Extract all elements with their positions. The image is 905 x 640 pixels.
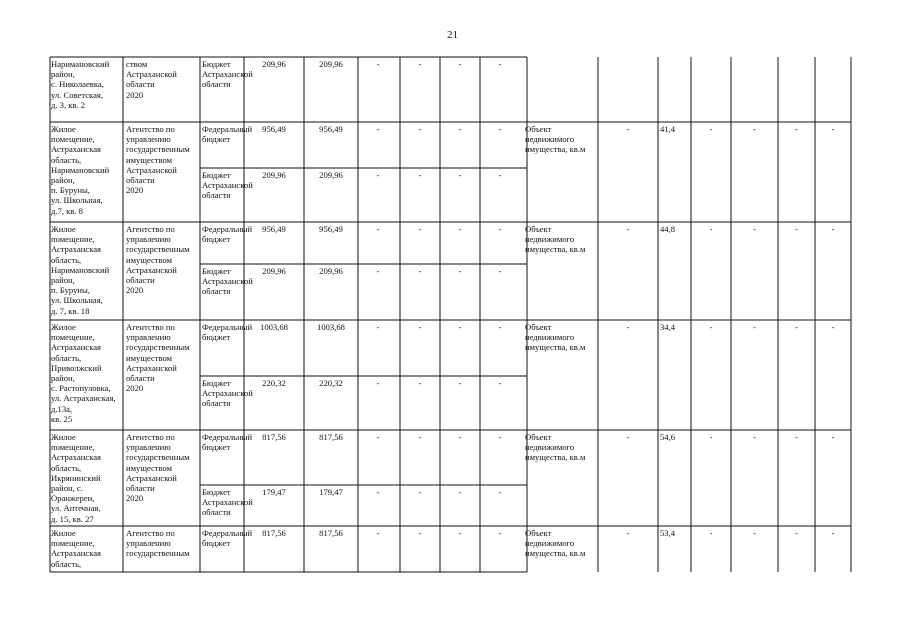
budget-amount: 209,96 — [262, 266, 286, 276]
budget-amount: 817,56 — [319, 432, 343, 442]
empty-value-dash: - — [498, 528, 502, 538]
empty-value-dash: - — [458, 266, 462, 276]
object-address: Жилое помещение, Астраханская область, Икрянинский район, с. Оранжереи, ул. Аптечная, д. 15, кв. 27 — [51, 432, 102, 524]
empty-value-dash: - — [418, 170, 422, 180]
budget-amount: 817,56 — [262, 528, 286, 538]
budget-amount: 817,56 — [262, 432, 286, 442]
empty-value-dash: - — [376, 432, 380, 442]
budget-amount: 209,96 — [319, 266, 343, 276]
budget-source: Бюджет Астраханской области — [202, 59, 253, 90]
empty-value-dash: - — [831, 322, 835, 332]
budget-amount: 1003,68 — [317, 322, 345, 332]
budget-amount: 209,96 — [262, 59, 286, 69]
empty-value-dash: - — [498, 266, 502, 276]
responsible-agency: Агентство по управлению государственным — [126, 528, 190, 559]
empty-value-dash: - — [831, 528, 835, 538]
budget-source: Бюджет Астраханской области — [202, 378, 253, 409]
empty-value-dash: - — [709, 322, 713, 332]
empty-value-dash: - — [376, 528, 380, 538]
budget-source: Бюджет Астраханской области — [202, 487, 253, 518]
empty-value-dash: - — [376, 59, 380, 69]
budget-amount: 179,47 — [262, 487, 286, 497]
empty-value-dash: - — [418, 322, 422, 332]
empty-value-dash: - — [418, 432, 422, 442]
empty-value-dash: - — [418, 124, 422, 134]
empty-value-dash: - — [626, 432, 630, 442]
empty-value-dash: - — [376, 322, 380, 332]
object-address: Жилое помещение, Астраханская область, Приволжский район, с. Растопуловка, ул. Астраханская, д.13а, кв. 25 — [51, 322, 116, 424]
empty-value-dash: - — [418, 59, 422, 69]
empty-value-dash: - — [376, 266, 380, 276]
budget-source: Федеральный бюджет — [202, 124, 253, 145]
budget-amount: 209,96 — [262, 170, 286, 180]
empty-value-dash: - — [498, 378, 502, 388]
empty-value-dash: - — [831, 124, 835, 134]
empty-value-dash: - — [795, 224, 798, 234]
indicator-name: Объект недвижимого имущества, кв.м — [525, 432, 586, 463]
indicator-value: 54,6 — [660, 432, 676, 442]
empty-value-dash: - — [753, 528, 756, 538]
page-number: 21 — [447, 29, 458, 41]
budget-amount: 956,49 — [319, 124, 343, 134]
empty-value-dash: - — [709, 224, 713, 234]
budget-amount: 956,49 — [262, 224, 286, 234]
budget-amount: 1003,68 — [260, 322, 288, 332]
empty-value-dash: - — [458, 322, 462, 332]
empty-value-dash: - — [418, 528, 422, 538]
empty-value-dash: - — [498, 59, 502, 69]
budget-source: Бюджет Астраханской области — [202, 170, 253, 201]
budget-amount: 956,49 — [262, 124, 286, 134]
empty-value-dash: - — [626, 224, 630, 234]
indicator-name: Объект недвижимого имущества, кв.м — [525, 322, 586, 353]
budget-source: Федеральный бюджет — [202, 224, 253, 245]
empty-value-dash: - — [458, 378, 462, 388]
budget-source: Федеральный бюджет — [202, 432, 253, 453]
empty-value-dash: - — [498, 487, 502, 497]
object-address: Наримановский район, с. Николаевка, ул. Советская, д. 3, кв. 2 — [51, 59, 110, 110]
empty-value-dash: - — [458, 528, 462, 538]
indicator-name: Объект недвижимого имущества, кв.м — [525, 224, 586, 255]
budget-source: Федеральный бюджет — [202, 528, 253, 549]
indicator-value: 41,4 — [660, 124, 676, 134]
indicator-name: Объект недвижимого имущества, кв.м — [525, 124, 586, 155]
indicator-value: 34,4 — [660, 322, 676, 332]
empty-value-dash: - — [498, 432, 502, 442]
empty-value-dash: - — [376, 487, 380, 497]
indicator-value: 53,4 — [660, 528, 676, 538]
empty-value-dash: - — [626, 322, 630, 332]
empty-value-dash: - — [709, 528, 713, 538]
empty-value-dash: - — [626, 124, 630, 134]
responsible-agency: ством Астраханской области 2020 — [126, 59, 177, 100]
budget-amount: 817,56 — [319, 528, 343, 538]
empty-value-dash: - — [458, 124, 462, 134]
responsible-agency: Агентство по управлению государственным имуществом Астраханской области 2020 — [126, 124, 190, 196]
budget-amount: 220,32 — [262, 378, 286, 388]
empty-value-dash: - — [753, 322, 756, 332]
budget-amount: 209,96 — [319, 59, 343, 69]
indicator-name: Объект недвижимого имущества, кв.м — [525, 528, 586, 559]
empty-value-dash: - — [753, 124, 756, 134]
budget-source: Бюджет Астраханской области — [202, 266, 253, 297]
budget-amount: 220,32 — [319, 378, 343, 388]
empty-value-dash: - — [458, 59, 462, 69]
responsible-agency: Агентство по управлению государственным имуществом Астраханской области 2020 — [126, 432, 190, 504]
empty-value-dash: - — [498, 170, 502, 180]
empty-value-dash: - — [709, 124, 713, 134]
empty-value-dash: - — [753, 432, 756, 442]
empty-value-dash: - — [831, 224, 835, 234]
empty-value-dash: - — [753, 224, 756, 234]
object-address: Жилое помещение, Астраханская область, Наримановский район, п. Буруны, ул. Школьная, д. 7, кв. 18 — [51, 224, 110, 316]
empty-value-dash: - — [458, 432, 462, 442]
budget-amount: 956,49 — [319, 224, 343, 234]
empty-value-dash: - — [498, 124, 502, 134]
empty-value-dash: - — [376, 170, 380, 180]
empty-value-dash: - — [709, 432, 713, 442]
empty-value-dash: - — [376, 124, 380, 134]
empty-value-dash: - — [795, 124, 798, 134]
empty-value-dash: - — [458, 224, 462, 234]
budget-source: Федеральный бюджет — [202, 322, 253, 343]
empty-value-dash: - — [458, 170, 462, 180]
empty-value-dash: - — [458, 487, 462, 497]
empty-value-dash: - — [418, 378, 422, 388]
empty-value-dash: - — [498, 224, 502, 234]
responsible-agency: Агентство по управлению государственным имуществом Астраханской области 2020 — [126, 224, 190, 296]
object-address: Жилое помещение, Астраханская область, — [51, 528, 102, 569]
empty-value-dash: - — [795, 322, 798, 332]
empty-value-dash: - — [498, 322, 502, 332]
empty-value-dash: - — [418, 487, 422, 497]
indicator-value: 44,8 — [660, 224, 676, 234]
empty-value-dash: - — [418, 266, 422, 276]
empty-value-dash: - — [795, 528, 798, 538]
empty-value-dash: - — [418, 224, 422, 234]
empty-value-dash: - — [626, 528, 630, 538]
empty-value-dash: - — [376, 224, 380, 234]
empty-value-dash: - — [376, 378, 380, 388]
empty-value-dash: - — [795, 432, 798, 442]
empty-value-dash: - — [831, 432, 835, 442]
budget-amount: 179,47 — [319, 487, 343, 497]
responsible-agency: Агентство по управлению государственным имуществом Астраханской области 2020 — [126, 322, 190, 394]
object-address: Жилое помещение, Астраханская область, Наримановский район, п. Буруны, ул. Школьная, д.7, кв. 8 — [51, 124, 110, 216]
budget-amount: 209,96 — [319, 170, 343, 180]
